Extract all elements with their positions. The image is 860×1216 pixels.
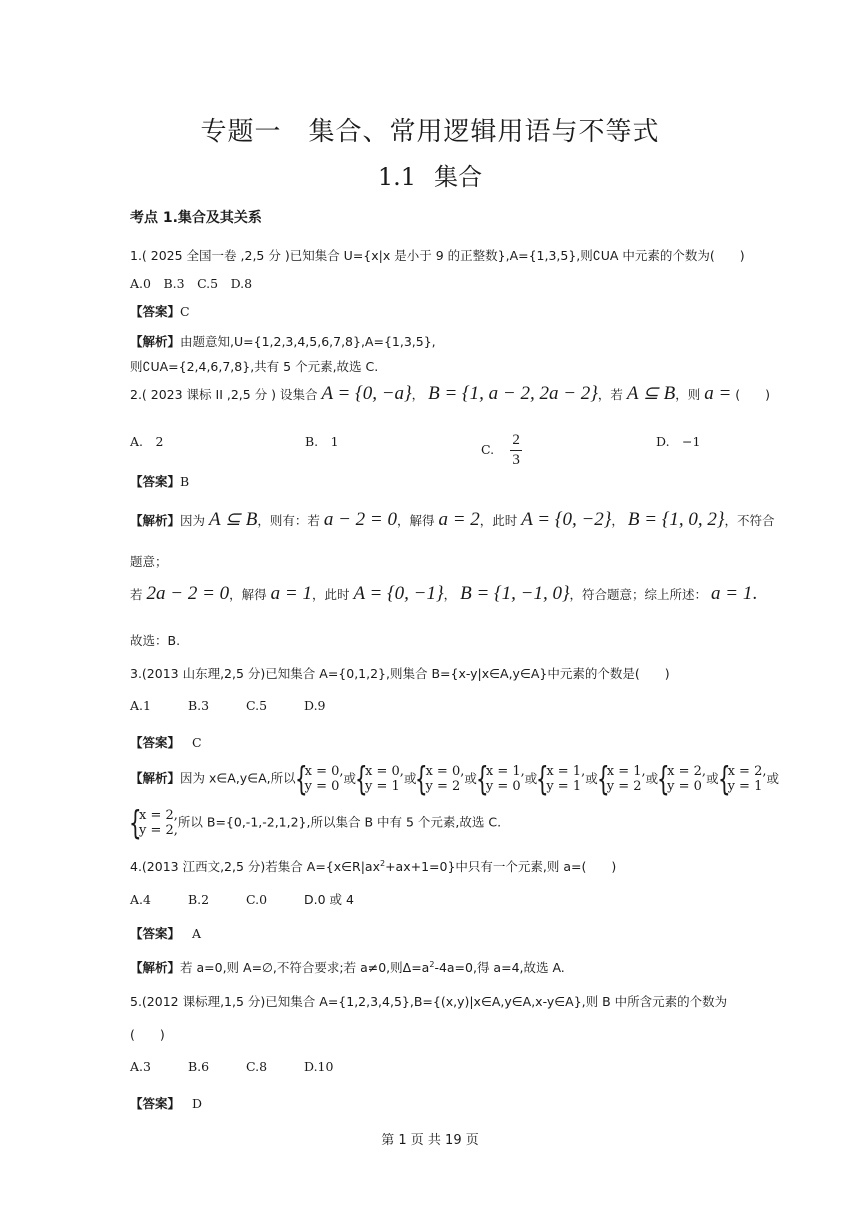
q2-option-a: A. 2 [130, 434, 164, 449]
q3-or: 或 [766, 770, 779, 786]
section-title [0, 157, 860, 192]
q1-answer-value: C [180, 304, 190, 319]
q3-analysis-line2: { x = 2, y = 2, 所以 B={0,-1,-2,1,2},所以集合 B 中有 5 个元素,故选 C. [130, 808, 501, 838]
q4-answer-value: A [192, 926, 202, 941]
analysis-label: 【解析】 [130, 960, 181, 975]
q3-or: 或 [343, 770, 357, 786]
q3-system: { x = 0, y = 1 [356, 764, 404, 794]
q5-answer [130, 1094, 202, 1112]
q4-answer [130, 924, 201, 942]
q2-analysis-line1-cont: 题意； [130, 554, 168, 569]
q3-or: 或 [403, 770, 417, 786]
q5-stem-line1: 5.(2012 课标理,1,5 分)已知集合 A={1,2,3,4,5},B={(x,y)|x∈A,y∈A,x-y∈A},则 B 中所含元素的个数为 [130, 994, 728, 1009]
q3-system: { x = 0, y = 2 [416, 764, 464, 794]
q2-condition: A ⊆ B [626, 383, 676, 404]
q3-or: 或 [645, 770, 659, 786]
q1-analysis-line2: 则∁UA={2,4,6,7,8},共有 5 个元素,故选 C. [130, 359, 379, 374]
analysis-label: 【解析】 [130, 513, 181, 528]
analysis-label: 【解析】 [130, 334, 181, 349]
page-footer: 第 1 页 共 19 页 [381, 1133, 479, 1148]
q4-analysis: 【解析】若 a=0,则 A=∅,不符合要求;若 a≠0,则$\Delta=a^2-4a=0$,得 a=4,故选 A. [130, 959, 565, 975]
q3-system: { x = 1, y = 1 [537, 764, 585, 794]
q4-stem: 4.(2013 江西文,2,5 分)若集合 $A=\{x\in R|ax^2+ax+1=0\}$中只有一个元素,则 a=( ) [130, 858, 617, 874]
q3-system: { x = 2, y = 0 [658, 764, 706, 794]
q5-stem-line2: ( ) [130, 1027, 165, 1042]
chapter-title: 专题一 集合、常用逻辑用语与不等式 [200, 117, 660, 147]
q3-answer-value: C [192, 735, 202, 750]
topic-heading: 考点 1.集合及其关系 [130, 210, 262, 226]
q1-analysis-line1: 【解析】由题意知,U={1,2,3,4,5,6,7,8},A={1,3,5}, [130, 334, 436, 349]
q2-option-c-fraction: $\frac{2}{3}$ [510, 432, 522, 469]
section-name: 集合 [434, 163, 483, 191]
q2-stem: 2.( 2023 课标 II ,2,5 分 ) 设集合 A = {0, −a}， B = {1, a − 2, 2a − 2}，若 A ⊆ B，则 a = ( ) [130, 383, 771, 404]
q2-final-value: a = 1 [711, 583, 753, 604]
section-number: 1.1 [377, 163, 417, 191]
analysis-label: 【解析】 [130, 770, 181, 786]
q2-option-c: C. $\frac{2}{3}$ [481, 432, 522, 469]
q3-system: { x = 1, y = 0 [477, 764, 525, 794]
q2-analysis-line2: 若 2a − 2 = 0，解得 a = 1，此时 A = {0, −1}， B = {1, −1, 0}，符合题意；综上所述： a = 1. [130, 583, 758, 604]
q4-options: A.4 B.2 C.0 D.0 或 4 [130, 892, 354, 907]
q5-answer-value: D [192, 1096, 203, 1111]
q3-analysis-line1: 【解析】因为 x∈A,y∈A,所以 { x = 0, y = 0 或 { x = 0, y = 1 或 { x = 0, y = 2 或 { x = 1, y = 0 或 { x = 1, y = 1 或 { x = 1, y = 2 或 { x = 2, y = 0 或 { x = 2, y = 1 或 [130, 764, 779, 794]
q2-ask: a = [704, 383, 732, 404]
q2-set-b: B = {1, a − 2, 2a − 2} [428, 383, 598, 404]
answer-label: 【答案】 [130, 735, 181, 750]
q3-stem: 3.(2013 山东理,2,5 分)已知集合 A={0,1,2},则集合 B={x-y|x∈A,y∈A}中元素的个数是( ) [130, 666, 670, 681]
q3-system: { x = 2, y = 1 [719, 764, 767, 794]
q2-analysis-line1: 【解析】因为 A ⊆ B，则有：若 a − 2 = 0，解得 a = 2，此时 A = {0, −2}， B = {1, 0, 2}，不符合 [130, 509, 775, 530]
q1-stem: 1.( 2025 全国一卷 ,2,5 分 )已知集合 U={x|x 是小于 9 的正整数},A={1,3,5},则∁UA 中元素的个数为( ) [130, 248, 745, 263]
q2-option-b: B. 1 [305, 434, 339, 449]
answer-label: 【答案】 [130, 926, 181, 941]
answer-label: 【答案】 [130, 1096, 181, 1111]
q5-options: A.3 B.6 C.8 D.10 [130, 1059, 334, 1074]
q3-options: A.1 B.3 C.5 D.9 [130, 698, 326, 713]
q3-or: 或 [464, 770, 477, 786]
q3-system: { x = 0, y = 0 [296, 764, 344, 794]
q3-or: 或 [585, 770, 598, 786]
q3-answer [130, 733, 202, 751]
q3-system: { x = 1, y = 2 [598, 764, 646, 794]
q3-or: 或 [706, 770, 719, 786]
q1-answer [130, 302, 190, 320]
answer-label: 【答案】 [130, 474, 181, 489]
q3-or: 或 [524, 770, 538, 786]
q1-options: A.0 B.3 C.5 D.8 [130, 276, 253, 291]
q2-answer [130, 472, 189, 490]
q3-system-last: { x = 2, y = 2, [130, 808, 178, 838]
q2-answer-value: B [180, 474, 190, 489]
q2-set-a: A = {0, −a} [321, 383, 412, 404]
q2-conclusion: 故选：B. [130, 633, 181, 648]
q2-option-d: D. −1 [656, 434, 701, 449]
answer-label: 【答案】 [130, 304, 181, 319]
